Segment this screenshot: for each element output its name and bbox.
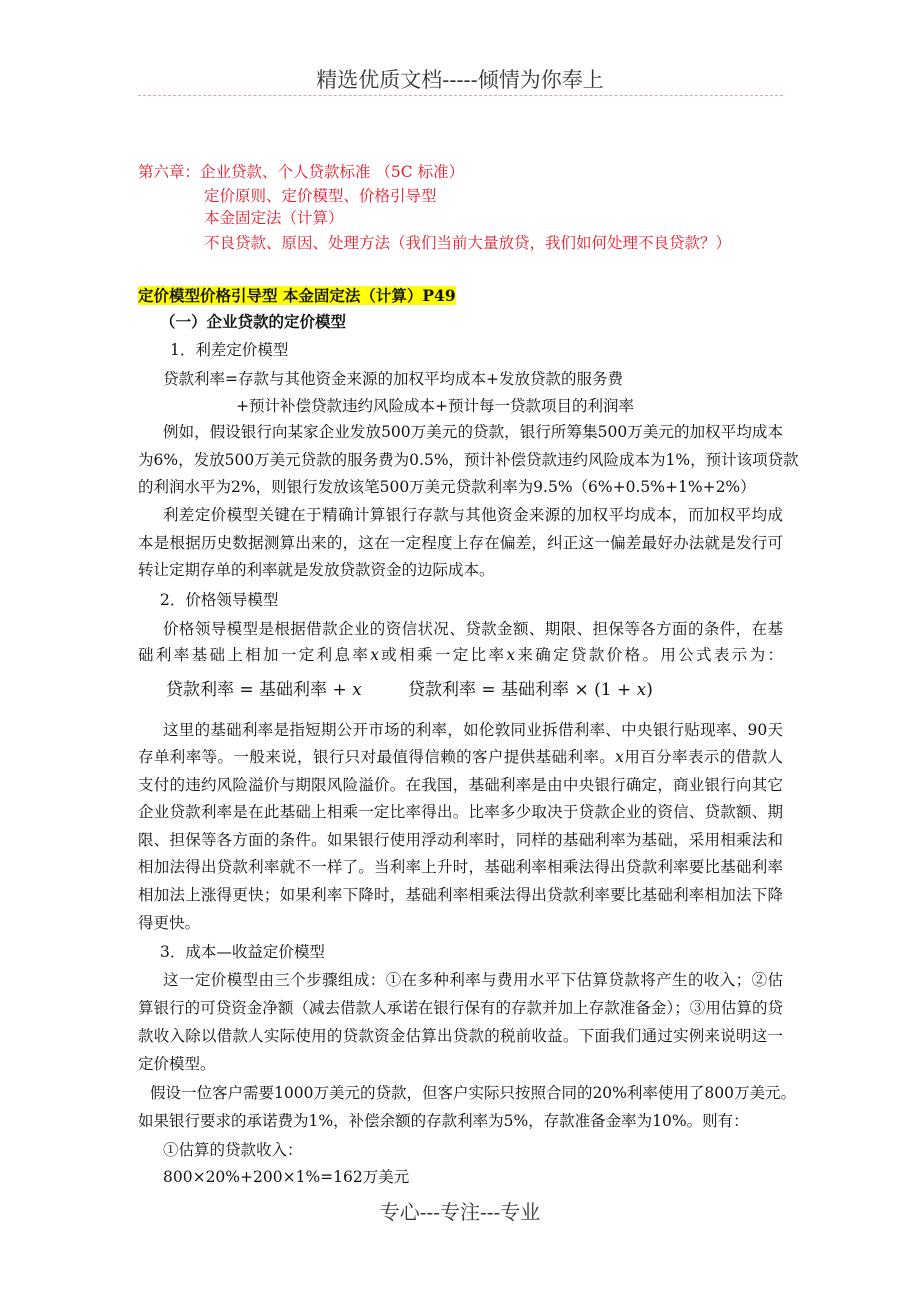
paragraph-line: 如果银行要求的承诺费为1%，补偿余额的存款利率为5%，存款准备金率为10%。则有：	[138, 1112, 749, 1130]
paragraph-line: 算银行的可贷资金净额（减去借款人承诺在银行保有的存款并加上存款准备金）；③用估算的贷	[138, 999, 783, 1017]
paragraph-line: 企业贷款利率是在此基础上相乘一定比率得出。比率多少取决于贷款企业的资信、贷款额、期	[138, 803, 783, 821]
subsection-heading: 2．价格领导模型	[160, 591, 279, 609]
paragraph-line: 款收入除以借款人实际使用的贷款资金估算出贷款的税前收益。下面我们通过实例来说明这一	[138, 1027, 783, 1045]
paragraph-line: 这一定价模型由三个步骤组成：①在多种利率与费用水平下估算贷款将产生的收入；②估	[163, 971, 783, 989]
paragraph-line: 相加法上涨得更快；如果利率下降时，基础利率相乘法得出贷款利率要比基础利率相加法下降	[138, 886, 783, 904]
paragraph-line: 价格领导模型是根据借款企业的资信状况、贷款金额、期限、担保等各方面的条件，在基	[163, 620, 783, 638]
text: )	[646, 680, 653, 700]
text: 用百分率表示的借款人	[623, 748, 783, 766]
variable-x: x	[636, 680, 647, 700]
paragraph-line: 得更快。	[138, 914, 201, 932]
text: 来确定贷款价格。用公式表示为：	[515, 646, 783, 664]
chapter-line: 本金固定法（计算）	[204, 209, 344, 227]
text: 贷款利率 = 基础利率 × (1 +	[408, 680, 637, 700]
formula-line: 贷款利率=存款与其他资金来源的加权平均成本+发放贷款的服务费	[163, 370, 623, 388]
variable-x: x	[506, 646, 516, 664]
highlighted-heading: 定价模型价格引导型 本金固定法（计算）P49	[138, 286, 456, 305]
paragraph-line: 例如，假设银行向某家企业发放500万美元的贷款，银行所筹集500万美元的加权平均成本	[163, 423, 783, 441]
paragraph-line: 定价模型。	[138, 1055, 216, 1073]
paragraph-line	[138, 645, 783, 665]
chapter-line: 定价原则、定价模型、价格引导型	[204, 187, 437, 205]
chapter-line: 第六章：企业贷款、个人贷款标准 （5C 标准）	[138, 163, 465, 181]
paragraph-line: 支付的违约风险溢价与期限风险溢价。在我国，基础利率是由中央银行确定，商业银行向其它	[138, 776, 783, 794]
variable-x: x	[370, 646, 379, 664]
text: 存单利率等。一般来说，银行只对最值得信赖的客户提供基础利率。	[138, 748, 616, 766]
section-heading: （一）企业贷款的定价模型	[160, 312, 347, 331]
text: 础利率基础上相加一定利息率	[138, 646, 371, 664]
calculation-line: 800×20%+200×1%=162万美元	[163, 1168, 410, 1186]
paragraph-line: 的利润水平为2%，则银行发放该笔500万美元贷款利率为9.5%（6%+0.5%+1%+2%）	[138, 478, 756, 496]
subsection-heading: 3．成本—收益定价模型	[160, 943, 325, 961]
paragraph-line: 这里的基础利率是指短期公开市场的利率，如伦敦同业拆借利率、中央银行贴现率、90天	[163, 721, 783, 739]
variable-x: x	[352, 680, 362, 700]
page-footer: 专心---专注---专业	[379, 1200, 541, 1224]
paragraph-line: 假设一位客户需要1000万美元的贷款，但客户实际只按照合同的20%利率使用了800万美元。	[150, 1084, 796, 1102]
paragraph-line: 限、担保等各方面的条件。如果银行使用浮动利率时，同样的基础利率为基础，采用相乘法和	[138, 831, 783, 849]
paragraph-line: 相加法得出贷款利率就不一样了。当利率上升时，基础利率相乘法得出贷款利率要比基础利率	[138, 858, 783, 876]
header-divider	[138, 95, 783, 96]
paragraph-line: 转让定期存单的利率就是发放贷款资金的边际成本。	[138, 561, 495, 579]
subsection-heading: 1．利差定价模型	[170, 341, 289, 359]
text: 或相乘一定比率	[378, 646, 507, 664]
variable-x: x	[615, 748, 624, 766]
paragraph-line: 为6%，发放500万美元贷款的服务费为0.5%，预计补偿贷款违约风险成本为1%，预计该项贷款	[138, 451, 799, 469]
paragraph-line: 本是根据历史数据测算出来的，这在一定程度上存在偏差，纠正这一偏差最好办法就是发行可	[138, 534, 783, 552]
chapter-line: 不良贷款、原因、处理方法（我们当前大量放贷，我们如何处理不良贷款？）	[204, 234, 732, 252]
paragraph-line: 利差定价模型关键在于精确计算银行存款与其他资金来源的加权平均成本，而加权平均成	[163, 506, 783, 524]
equation-multiplicative	[408, 680, 728, 700]
text: 贷款利率 = 基础利率 +	[166, 680, 353, 700]
formula-line: +预计补偿贷款违约风险成本+预计每一贷款项目的利润率	[236, 397, 634, 415]
step-heading: ①估算的贷款收入：	[163, 1141, 303, 1159]
page-header: 精选优质文档-----倾情为你奉上	[316, 68, 604, 92]
paragraph-line	[138, 747, 783, 767]
